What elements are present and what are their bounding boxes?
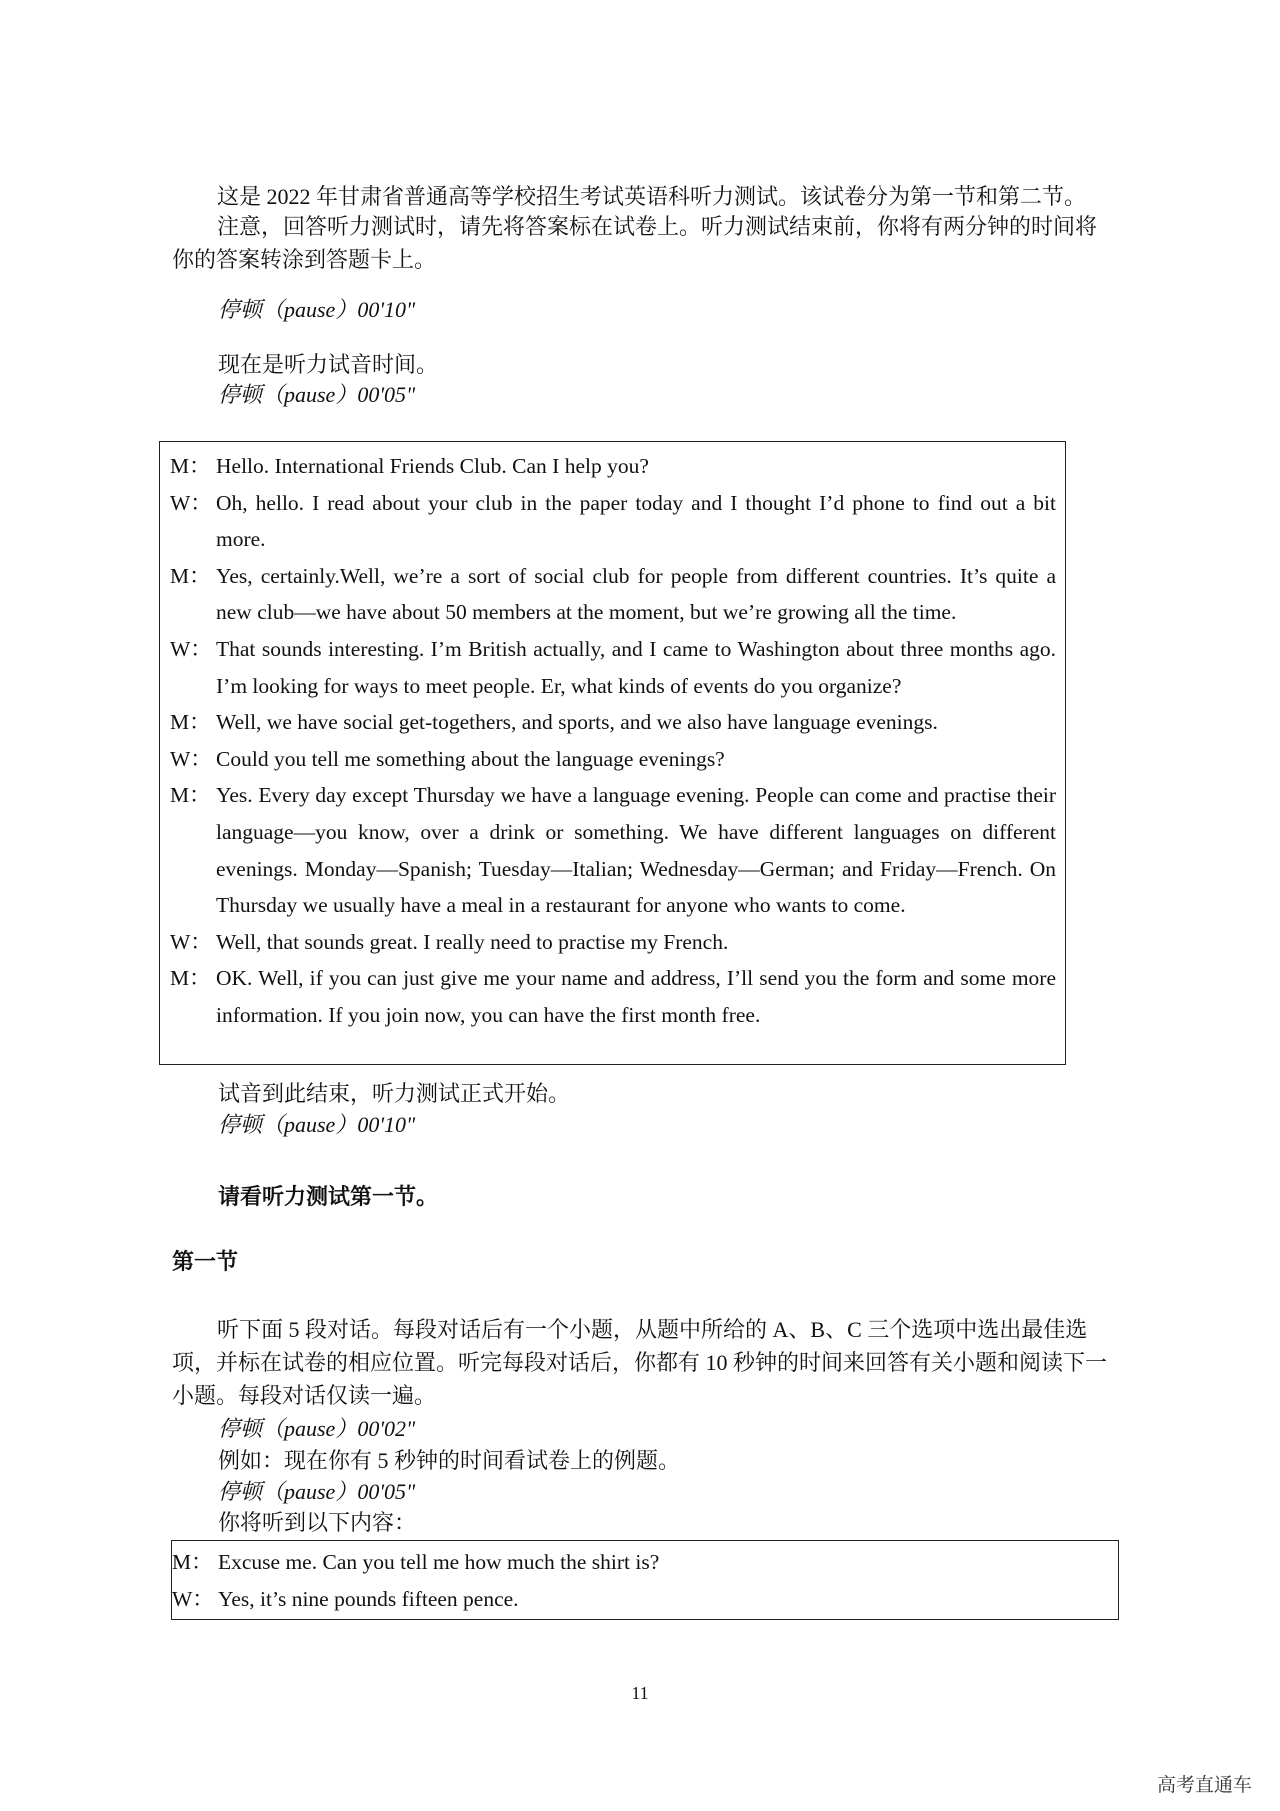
- pause-4: 停顿（pause）00'02": [218, 1416, 416, 1441]
- speaker-label: M：: [172, 1550, 213, 1574]
- dialogue-text: Yes. Every day except Thursday we have a language evening. People can come and practise their language—you know, over a drink or something. We have different languages on different evenings. Monday—Spanish; Tuesday—Italian; Wednesday—German; and Friday—French. On Thursday we usually have a meal in a restaurant for anyone who wants to come.: [216, 783, 1056, 918]
- dialogue-turn: [160, 741, 1056, 778]
- dialogue-turn: [172, 1581, 1110, 1618]
- section-1-instructions: 听下面 5 段对话。每段对话后有一个小题，从题中所给的 A、B、C 三个选项中选出最佳选项，并标在试卷的相应位置。听完每段对话后，你都有 10 秒钟的时间来回答有关小题和阅读下一小题。每段对话仅读一遍。: [172, 1317, 1108, 1408]
- trial-dialogue-box: [159, 441, 1066, 1065]
- dialogue-text: Yes, it’s nine pounds fifteen pence.: [218, 1586, 519, 1611]
- speaker-label: W：: [170, 746, 212, 771]
- watermark-logo-text: 高考直通车: [1156, 1774, 1252, 1796]
- dialogue-text: Excuse me. Can you tell me how much the shirt is?: [218, 1550, 660, 1574]
- intro-line-2: 注意，回答听力测试时，请先将答案标在试卷上。听力测试结束前，你将有两分钟的时间将你的答案转涂到答题卡上。: [172, 214, 1098, 272]
- pause-2: 停顿（pause）00'05": [218, 382, 416, 407]
- section-1-prompt: 请看听力测试第一节。: [218, 1184, 439, 1209]
- speaker-label: M：: [170, 563, 211, 588]
- pause-1: 停顿（pause）00'10": [218, 297, 416, 322]
- speaker-label: M：: [170, 783, 211, 808]
- section-1-heading: 第一节: [172, 1249, 239, 1274]
- dialogue-turn: [160, 960, 1056, 1033]
- dialogue-text: Well, that sounds great. I really need to practise my French.: [216, 929, 729, 954]
- pause-3: 停顿（pause）00'10": [218, 1112, 416, 1137]
- intro-line-1: 这是 2022 年甘肃省普通高等学校招生考试英语科听力测试。该试卷分为第一节和第二节。: [217, 184, 1087, 209]
- dialogue-turn: [160, 448, 1056, 485]
- example-dialogue-box: [171, 1540, 1119, 1620]
- speaker-label: M：: [170, 710, 211, 735]
- speaker-label: W：: [172, 1586, 214, 1611]
- trial-end-notice: 试音到此结束，听力测试正式开始。: [218, 1081, 571, 1106]
- you-will-hear: 你将听到以下内容：: [218, 1510, 417, 1535]
- dialogue-turn: [172, 1544, 1110, 1581]
- dialogue-turn: [160, 924, 1056, 961]
- dialogue-text: OK. Well, if you can just give me your name and address, I’ll send you the form and some more information. If you join now, you can have the first month free.: [216, 966, 1056, 1027]
- speaker-label: M：: [170, 966, 211, 991]
- example-notice: 例如：现在你有 5 秒钟的时间看试卷上的例题。: [218, 1448, 681, 1473]
- dialogue-text: Could you tell me something about the language evenings?: [216, 746, 725, 771]
- speaker-label: W：: [170, 929, 212, 954]
- trial-notice: 现在是听力试音时间。: [218, 352, 439, 377]
- dialogue-turn: [160, 631, 1056, 704]
- dialogue-turn: [160, 704, 1056, 741]
- dialogue-text: That sounds interesting. I’m British actually, and I came to Washington about three months ago. I’m looking for ways to meet people. Er, what kinds of events do you organize?: [216, 636, 1056, 698]
- dialogue-turn: [160, 558, 1056, 631]
- dialogue-turn: [160, 485, 1056, 558]
- dialogue-turn: [160, 777, 1056, 923]
- speaker-label: W：: [170, 490, 212, 515]
- speaker-label: M：: [170, 454, 211, 478]
- dialogue-text: Well, we have social get-togethers, and sports, and we also have language evenings.: [216, 710, 938, 735]
- dialogue-text: Hello. International Friends Club. Can I help you?: [216, 454, 649, 478]
- dialogue-text: Oh, hello. I read about your club in the paper today and I thought I’d phone to find out a bit more.: [216, 490, 1056, 552]
- speaker-label: W：: [170, 636, 212, 661]
- page-number: 11: [631, 1683, 649, 1703]
- dialogue-text: Yes, certainly.Well, we’re a sort of social club for people from different countries. It’s quite a new club—we have about 50 members at the moment, but we’re growing all the time.: [216, 563, 1056, 625]
- pause-5: 停顿（pause）00'05": [218, 1479, 416, 1504]
